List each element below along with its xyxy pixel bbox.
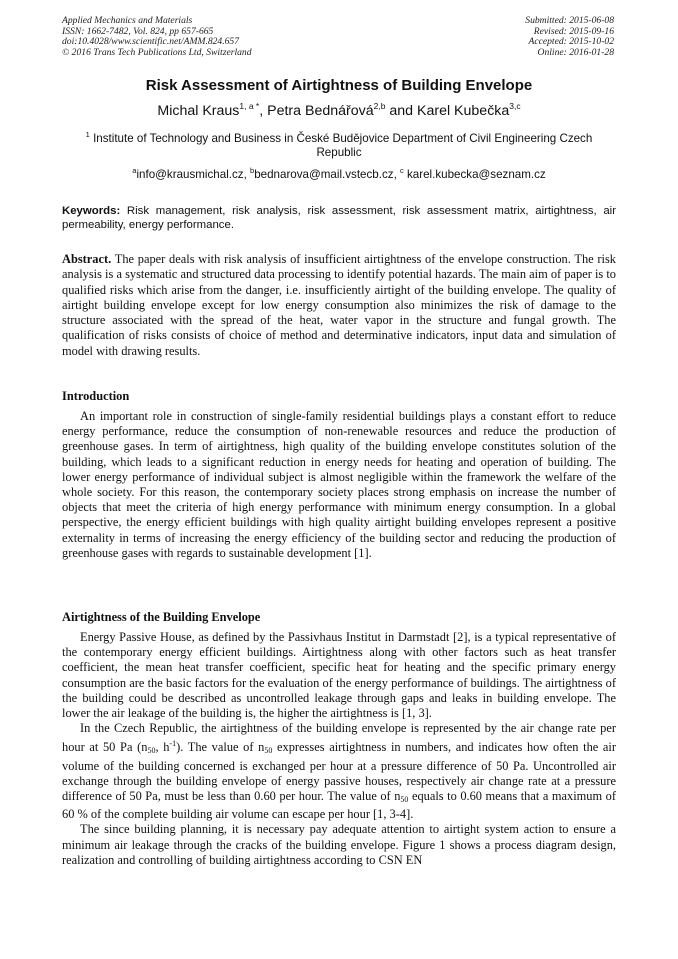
introduction-body [62, 409, 616, 561]
keywords-text: Risk management, risk analysis, risk assessment, risk assessment matrix, airtightness, air permeability, energy performance. [62, 205, 616, 231]
issn-line: ISSN: 1662-7482, Vol. 824, pp 657-665 [62, 25, 214, 37]
online-date: Online: 2016-01-28 [537, 46, 614, 58]
airtightness-heading: Airtightness of the Building Envelope [62, 610, 261, 624]
author-2: , Petra Bednářová [259, 103, 374, 119]
email-list [0, 166, 678, 181]
paper-title: Risk Assessment of Airtightness of Building Envelope [145, 77, 533, 94]
p2-text-e: equals to 0.60 means that a maximum of 60 % of the complete building air volume can escape per hour [1, 3-4]. [62, 789, 616, 822]
author-list [0, 101, 678, 119]
p2-sub-1: 50 [147, 746, 156, 756]
affiliation-text: Institute of Technology and Business in České Budějovice Department of Civil Engineering Czech Republic [89, 132, 593, 159]
revised-date: Revised: 2015-09-16 [533, 25, 614, 37]
header-right [525, 16, 614, 58]
airtightness-paragraph-2 [62, 721, 616, 822]
journal-name: Applied Mechanics and Materials [62, 15, 193, 26]
abstract-text: The paper deals with risk analysis of insufficient airtightness of the envelope construction. The risk analysis is a systematic and structured data processing to identify potential hazards. The main aim of paper is to qualified risks which arise from the danger, i.e. insufficiently airtight of the building envelope. The quality of airtight building envelope except for low energy consumption also minimizes the risk of damage to the structure associated with the spread of the heat, water vapor in the structure and fungal growth. The qualification of risks consists of choice of method and determinative indicators, input data and simulation of model with drawing results. [62, 252, 616, 358]
submitted-date: Submitted: 2015-06-08 [525, 15, 614, 26]
abstract [62, 252, 616, 359]
introduction-heading: Introduction [62, 389, 130, 403]
p2-text-b: , h [155, 740, 170, 755]
doi-line[interactable]: doi:10.4028/www.scientific.net/AMM.824.657 [62, 36, 240, 47]
p2-sub-2: 50 [264, 746, 273, 756]
airtightness-paragraph-3: The since building planning, it is necessary pay adequate attention to airtight system action to ensure a minimum air leakage through the cracks of the building envelope. Figure 1 shows a process diagram design, realization and controlling of building airtightness according to CSN EN [62, 822, 616, 867]
author-3: and Karel Kubečka [385, 103, 510, 119]
author-1-sup: 1, a * [239, 101, 260, 111]
email-a[interactable]: info@krausmichal.cz, [136, 168, 251, 181]
airtightness-body [62, 630, 616, 868]
airtightness-paragraph-1: Energy Passive House, as defined by the Passivhaus Institut in Darmstadt [2], is a typical representative of the contemporary energy efficient buildings. Airtightness along with other factors such as heat transfer coefficient, the mean heat transfer coefficient, specific heat for heating and the specific primary energy consumption are the basic factors for the evaluation of the energy performance of buildings. The airtightness of the building could be described as uncontrolled leakage through gaps and leaks in building envelope. The lower the air leakage of the building is, the higher the airtightness is [1, 3]. [62, 630, 616, 721]
keywords [62, 204, 616, 232]
p2-text-c: ). The value of n [176, 740, 265, 755]
abstract-label: Abstract. [62, 252, 112, 266]
author-1: Michal Kraus [157, 103, 240, 119]
email-c[interactable]: karel.kubecka@seznam.cz [403, 168, 546, 181]
author-2-sup: 2,b [373, 101, 386, 111]
email-c-sup: c [400, 166, 404, 175]
affiliation-sup: 1 [85, 130, 90, 139]
p2-sup-1: -1 [169, 739, 177, 749]
affiliation [62, 128, 616, 160]
accepted-date: Accepted: 2015-10-02 [528, 36, 614, 47]
copyright-line: © 2016 Trans Tech Publications Ltd, Switzerland [62, 46, 252, 58]
author-3-sup: 3,c [509, 101, 521, 111]
p2-sub-3: 50 [400, 795, 409, 805]
email-b-sup: b [250, 166, 255, 175]
p2-text-d: expresses airtightness in numbers, and indicates how often the air volume of the building concerned is exchanged per hour at a pressure difference of 50 Pa. Uncontrolled air exchange through the building envelope of energy passive houses, respectively air change rate at a pressure difference of 50 Pa, must be less than 0.60 per hour. The value of n [62, 740, 616, 804]
keywords-label: Keywords: [62, 205, 121, 217]
header-left [62, 16, 252, 58]
email-b[interactable]: bednarova@mail.vstecb.cz, [254, 168, 401, 181]
email-a-sup: a [132, 166, 137, 175]
p2-text-a: In the Czech Republic, the airtightness of the building envelope is represented by the air change rate per hour at 50 Pa (n [62, 721, 616, 755]
introduction-paragraph: An important role in construction of single-family residential buildings plays a constant effort to reduce energy performance, reduce the consumption of non-renewable resources and reduce the production of greenhouse gases. In term of airtightness, high quality of the building envelope constitutes solution of the building, which leads to a significant reduction in energy needs for heating and operation of building. The lower energy performance of individual subject is almost negligible within the framework the welfare of the whole society. For this reason, the contemporary society places strong emphasis on increase the number of objects that meet the criteria of high energy performance with minimum energy consumption. In a global perspective, the energy efficient buildings with high quality airtight building envelopes represent a positive externality in terms of increasing the energy efficiency of the building sector and reducing the production of greenhouse gases with regards to sustainable development [1]. [62, 409, 616, 560]
